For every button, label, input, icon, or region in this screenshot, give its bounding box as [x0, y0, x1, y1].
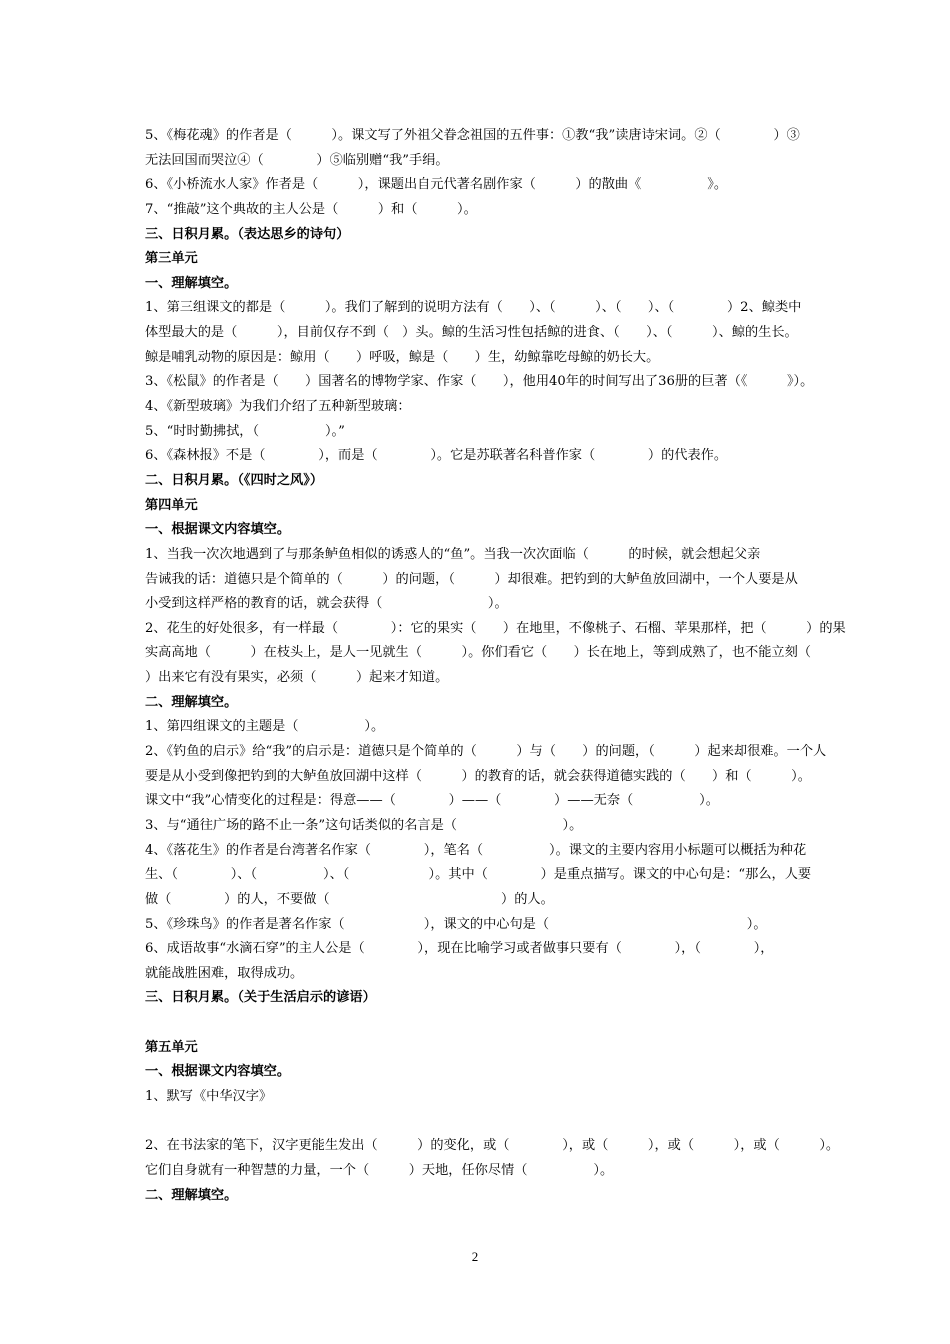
- text-line: 1、第四组课文的主题是（ ）。: [145, 719, 385, 735]
- text-line: 小受到这样严格的教育的话，就会获得（ ）。: [145, 596, 508, 612]
- text-line: 它们自身就有一种智慧的力量，一个（ ）天地，任你尽情（ ）。: [145, 1162, 614, 1178]
- text-line: 2、在书法家的笔下，汉字更能生发出（ ）的变化，或（ ），或（ ），或（ ），或（ ）。: [145, 1138, 840, 1154]
- text-line: 6、《小桥流水人家》作者是（ ），课题出自元代著名剧作家（ ）的散曲《 》。: [145, 177, 728, 193]
- section-heading: 二、理解填空。: [145, 694, 238, 710]
- text-line: 体型最大的是（ ），目前仅存不到（ ）头。鲸的生活习性包括鲸的进食、（ ）、（ ）、鲸的生长。: [145, 325, 798, 341]
- text-line: 就能战胜困难，取得成功。: [145, 965, 304, 981]
- text-line: 5、《梅花魂》的作者是（ ）。课文写了外祖父眷念祖国的五件事：①教“我”读唐诗宋词。②（ ）③: [145, 128, 800, 143]
- section-heading: 三、日积月累。（关于生活启示的谚语）: [145, 990, 376, 1006]
- text-line: 生、（ ）、（ ）、（ ）。其中（ ）是重点描写。课文的中心句是：“那么，人要: [145, 867, 812, 883]
- section-heading: 二、理解填空。: [145, 1187, 238, 1203]
- section-heading: 第四单元: [145, 497, 198, 513]
- text-line: 告诫我的话：道德只是个简单的（ ）的问题，（ ）却很难。把钓到的大鲈鱼放回湖中，一个人要是从: [145, 571, 798, 587]
- text-line: 5、《珍珠鸟》的作者是著名作家（ ），课文的中心句是（ ）。: [145, 916, 767, 932]
- text-line: ）出来它有没有果实，必须（ ）起来才知道。: [145, 670, 449, 686]
- section-heading: 第五单元: [145, 1039, 198, 1055]
- text-line: 2、《钓鱼的启示》给“我”的启示是：道德只是个简单的（ ）与（ ）的问题，（ ）起来却很难。一个人: [145, 744, 827, 760]
- text-line: 无法回国而哭泣④（ ）⑤临别赠“我”手绢。: [145, 152, 449, 168]
- text-line: 鲸是哺乳动物的原因是：鲸用（ ）呼吸，鲸是（ ）生，幼鲸靠吃母鲸的奶长大。: [145, 349, 660, 365]
- text-line: 做（ ）的人，不要做（ ）的人。: [145, 891, 554, 907]
- blank-line: [145, 1011, 813, 1036]
- page-number: 2: [471, 1249, 479, 1264]
- text-line: 1、第三组课文的都是（ ）。我们了解到的说明方法有（ ）、（ ）、（ ）、（ ）2、鲸类中: [145, 300, 802, 316]
- text-line: 4、《新型玻璃》为我们介绍了五种新型玻璃：: [145, 399, 411, 415]
- text-line: 1、默写《中华汉字》: [145, 1088, 273, 1104]
- section-heading: 一、根据课文内容填空。: [145, 522, 291, 538]
- section-heading: 第三单元: [145, 251, 198, 267]
- text-line: 6、成语故事“水滴石穿”的主人公是（ ），现在比喻学习或者做事只要有（ ），（ ），: [145, 941, 774, 957]
- text-line: 7、“推敲”这个典故的主人公是（ ）和（ ）。: [145, 201, 477, 217]
- section-heading: 一、理解填空。: [145, 275, 238, 291]
- document-body: [145, 124, 846, 1208]
- text-line: 实高高地（ ）在枝头上，是人一见就生（ ）。你们看它（ ）长在地上，等到成熟了，也不能立刻（: [145, 645, 811, 661]
- blank-line: [145, 1110, 813, 1135]
- text-line: 要是从小受到像把钓到的大鲈鱼放回湖中这样（ ）的教育的话，就会获得道德实践的（ ）和（ ）。: [145, 768, 811, 784]
- text-line: 2、花生的好处很多，有一样最（ ）：它的果实（ ）在地里，不像桃子、石榴、苹果那样，把（ ）的果: [145, 620, 846, 636]
- text-line: 1、当我一次次地遇到了与那条鲈鱼相似的诱惑人的“鱼”。当我一次次面临（ 的时候，就会想起父亲: [145, 546, 761, 562]
- text-line: 3、《松鼠》的作者是（ ）国著名的博物学家、作家（ ），他用40年的时间写出了36册的巨著（《 》）。: [145, 374, 814, 390]
- section-heading: 二、日积月累。（《四时之风》）: [145, 472, 324, 488]
- section-heading: 一、根据课文内容填空。: [145, 1064, 291, 1080]
- text-line: 课文中“我”心情变化的过程是：得意——（ ）——（ ）——无奈（ ）。: [145, 793, 719, 809]
- text-line: 6、《森林报》不是（ ），而是（ ）。它是苏联著名科普作家（ ）的代表作。: [145, 448, 728, 464]
- section-heading: 三、日积月累。（表达思乡的诗句）: [145, 226, 350, 242]
- text-line: 5、“时时勤拂拭，（ ）。”: [145, 423, 345, 439]
- text-line: 3、与“通往广场的路不止一条”这句话类似的名言是（ ）。: [145, 817, 583, 833]
- text-line: 4、《落花生》的作者是台湾著名作家（ ），笔名（ ）。课文的主要内容用小标题可以概括为种花: [145, 842, 807, 858]
